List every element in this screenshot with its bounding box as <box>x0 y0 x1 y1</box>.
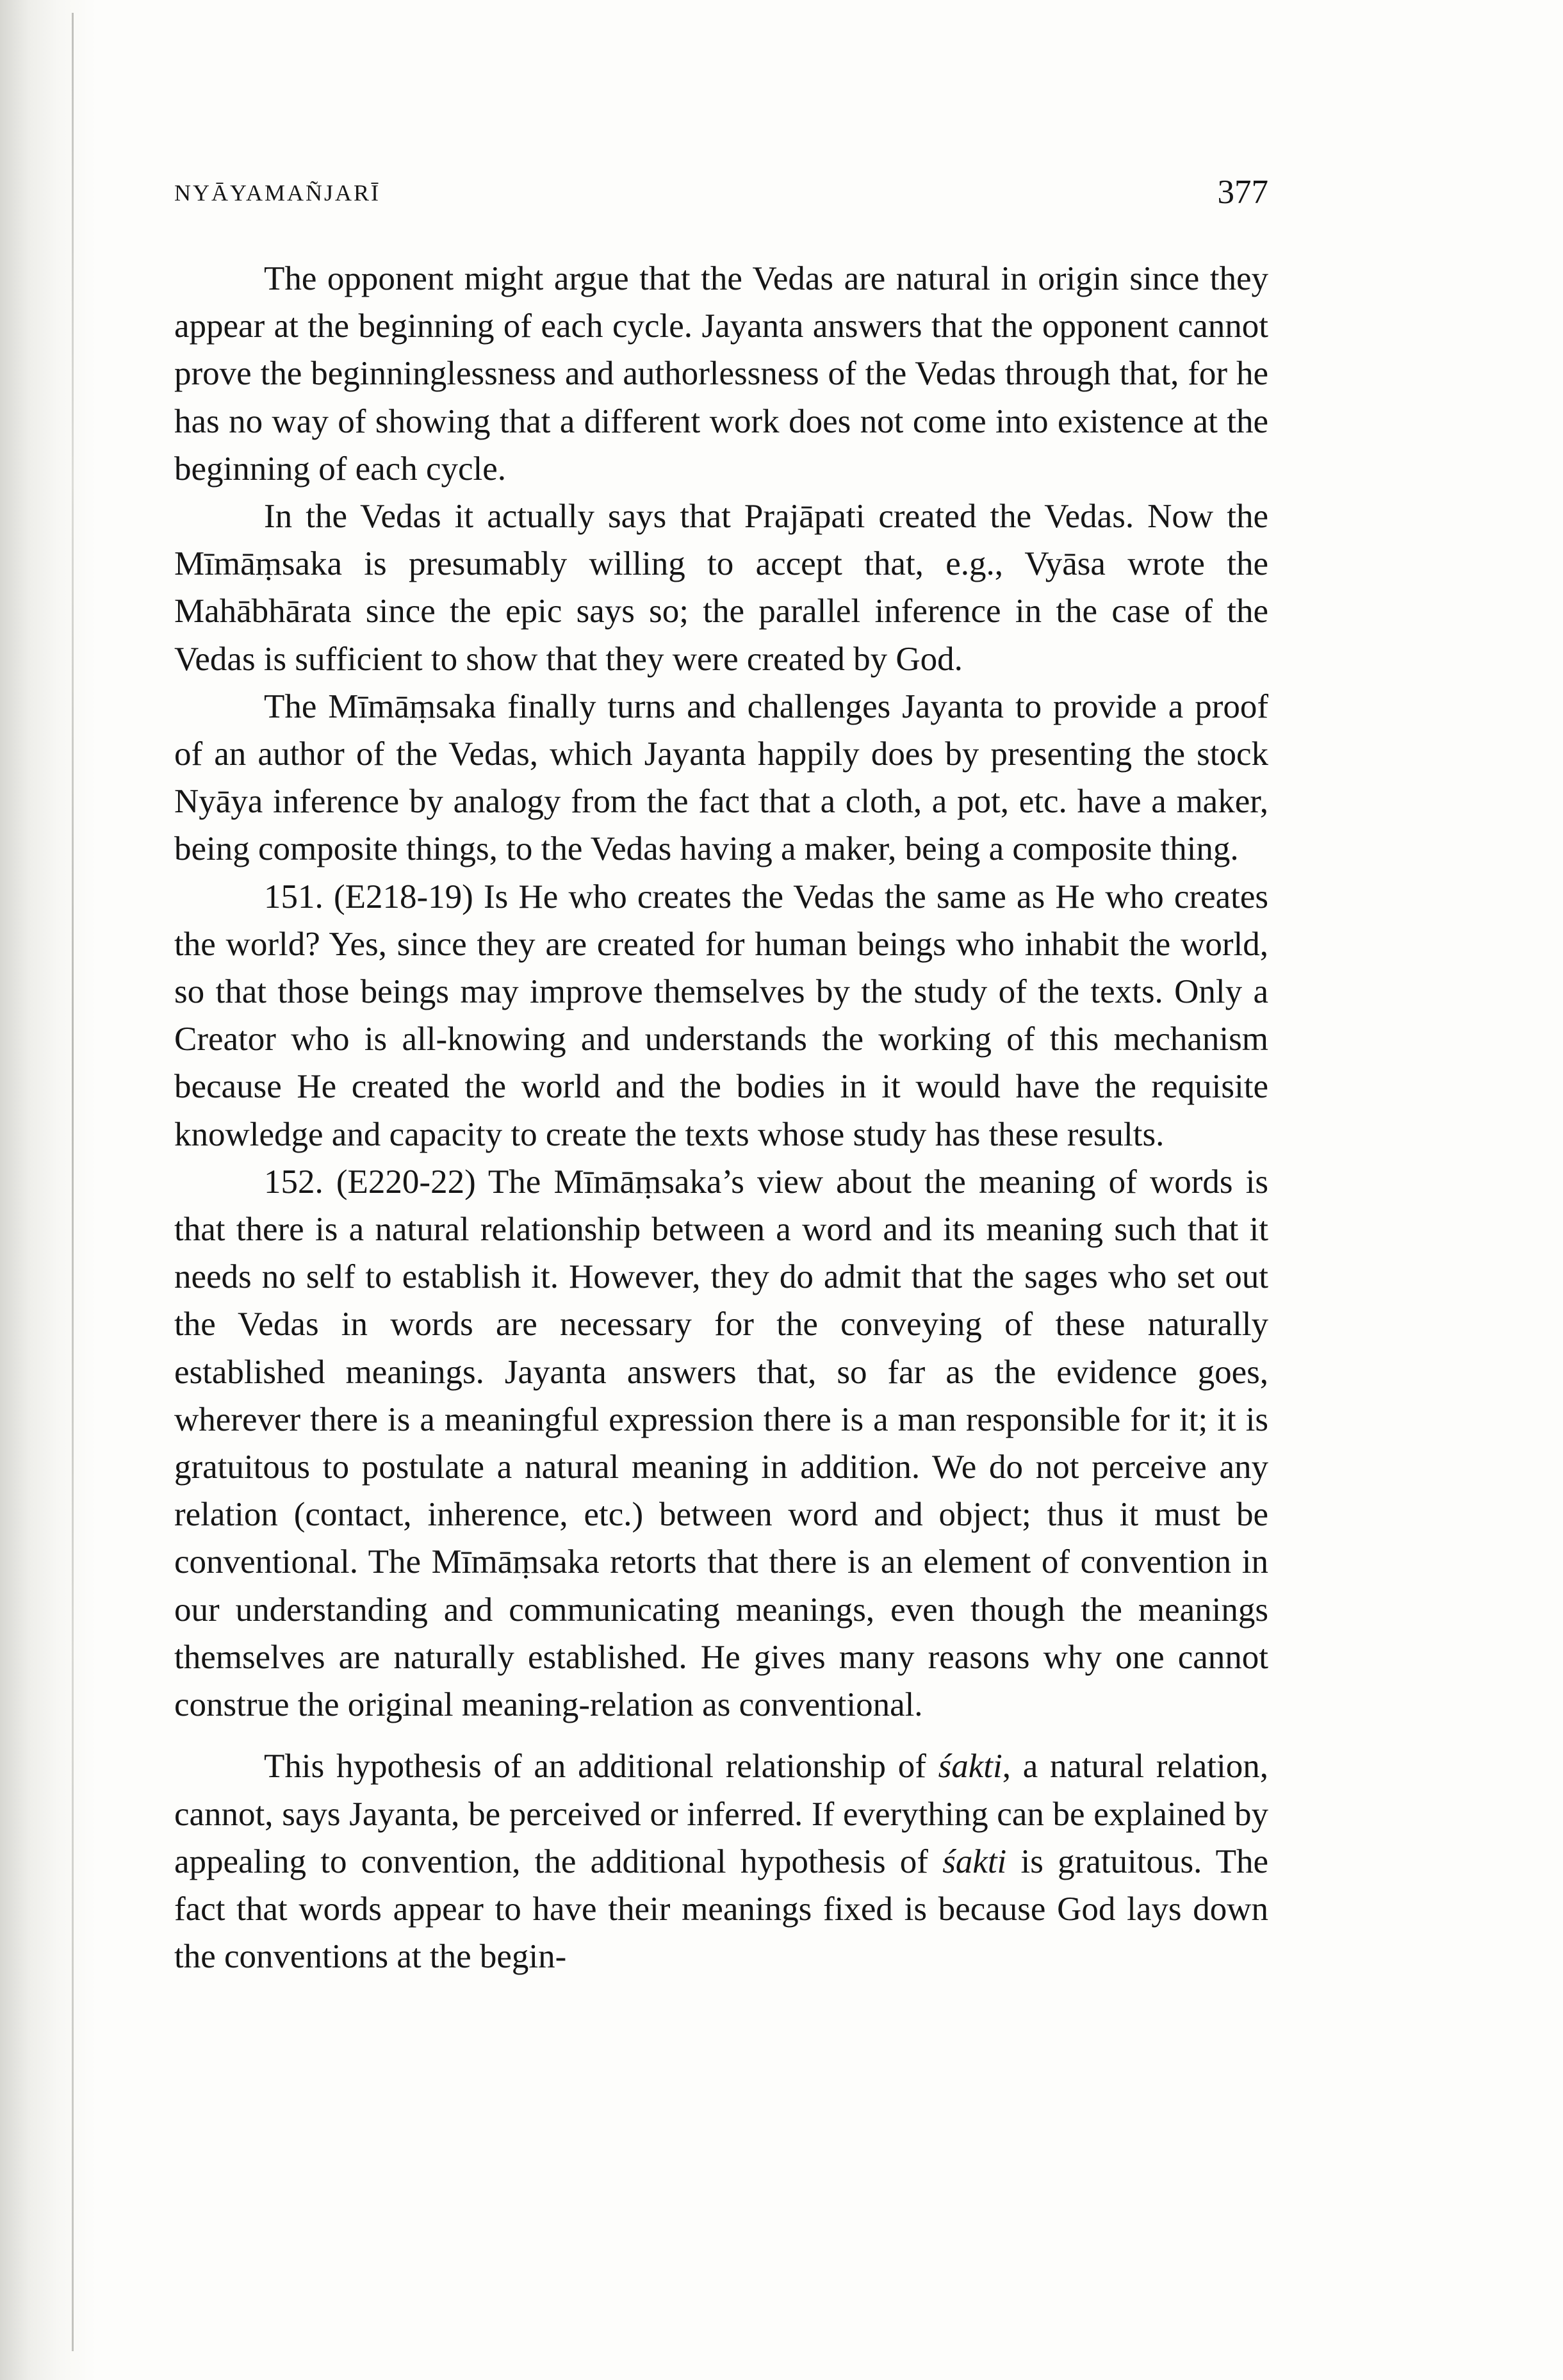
paragraph-151: 151. (E218-19) Is He who creates the Vedas the same as He who creates the world? Yes, since they are created for human beings who inhabit the world, so that those beings may improve themselves by the study of the texts. Only a Creator who is all-knowing and understands the working of this mechanism because He created the world and the bodies in it would have the requisite knowledge and capacity to create the texts whose study has these results. <box>174 878 1268 1153</box>
running-head <box>174 173 1268 218</box>
term-sakti: śakti <box>938 1748 1002 1785</box>
paragraph-sakti <box>174 1743 1268 1980</box>
paragraph-sakti-text-3: is gratuitous. The fact that words appear to have their meanings fixed is because God lays down the conventions at the begin- <box>174 1842 1269 1976</box>
paragraph-proof-of-author: The Mīmāṃsaka finally turns and challenges Jayanta to provide a proof of an author of the Vedas, which Jayanta happily does by presenting the stock Nyāya inference by analogy from the fact that a cloth, a pot, etc. have a maker, being composite things, to the Vedas having a maker, being a composite thing. <box>174 687 1268 868</box>
term-sakti: śakti <box>942 1842 1007 1880</box>
page-number: 377 <box>1217 174 1268 211</box>
paragraph-152: 152. (E220-22) The Mīmāṃsaka’s view about the meaning of words is that there is a natural relationship between a word and its meaning such that it needs no self to establish it. However, they do admit that the sages who set out the Vedas in words are necessary for the conveying of these naturally established meanings. Jayanta answers that, so far as the evidence goes, wherever there is a meaningful expression there is a man responsible for it; it is gratuitous to postulate a natural meaning in addition. We do not perceive any relation (contact, inherence, etc.) between word and object; thus it must be conventional. The Mīmāṃsaka retorts that there is an element of convention in our understanding and communicating meanings, even though the meanings themselves are naturally established. He gives many reasons why one cannot construe the original meaning-relation as conventional. <box>174 1163 1268 1724</box>
paragraph-sakti-text-2: , a natural relation, cannot, says Jayanta, be perceived or inferred. If everything can be explained by appealing to convention, the additional hypothesis of <box>174 1748 1268 1880</box>
page-binding-shadow <box>0 0 96 2380</box>
running-title: NYĀYAMAÑJARĪ <box>174 180 381 206</box>
page-binding-line <box>72 13 74 2351</box>
paragraph-sakti-text-1: This hypothesis of an additional relationship of <box>264 1748 938 1785</box>
body-text <box>174 255 1268 1980</box>
paragraph-prajapati: In the Vedas it actually says that Prajāpati created the Vedas. Now the Mīmāṃsaka is presumably willing to accept that, e.g., Vyāsa wrote the Mahābhārata since the epic says so; the parallel inference in the case of the Vedas is sufficient to show that they were created by God. <box>174 498 1268 678</box>
paragraph-vedas-origin: The opponent might argue that the Vedas are natural in origin since they appear at the beginning of each cycle. Jayanta answers that the opponent cannot prove the beginninglessness and authorlessness of the Vedas through that, for he has no way of showing that a different work does not come into existence at the beginning of each cycle. <box>174 260 1268 488</box>
